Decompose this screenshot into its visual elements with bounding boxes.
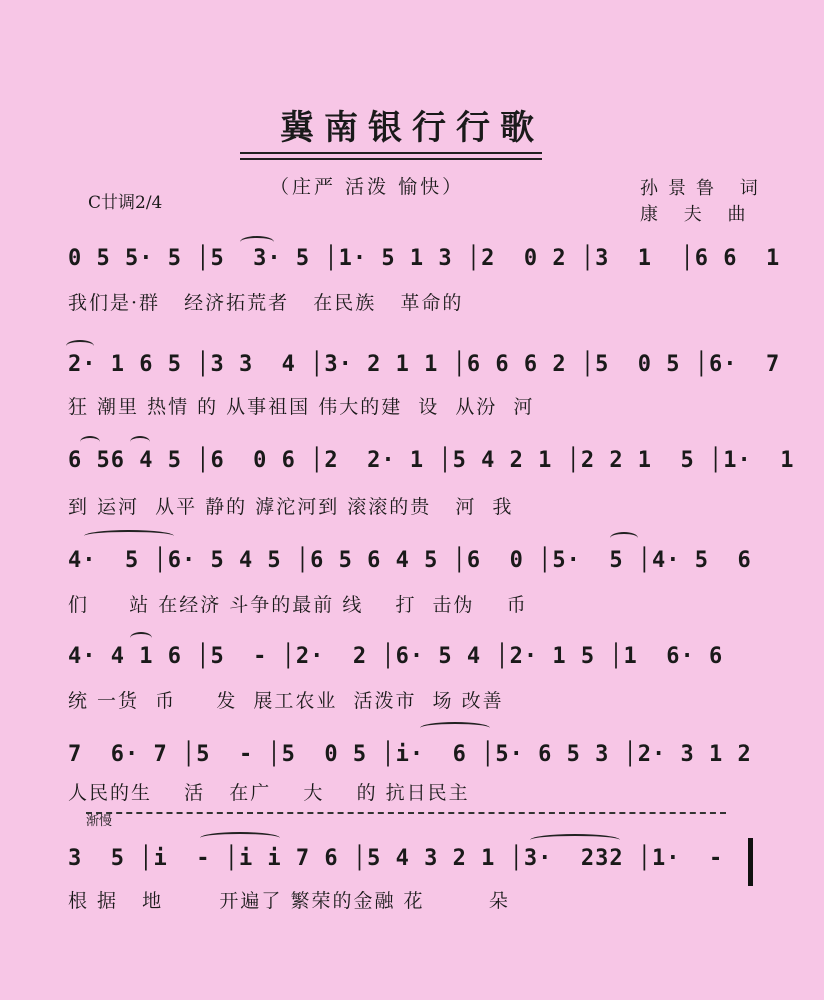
notation-line: 0 5 5· 5 │5 3· 5 │1· 5 1 3 │2 0 2 │3 1 │6 6 1 — [68, 246, 781, 271]
final-barline — [748, 838, 753, 886]
tempo-marking: （庄严 活泼 愉快） — [270, 176, 465, 198]
composer-credit: 康 夫 曲 — [640, 204, 756, 225]
notation-system-1 — [68, 246, 781, 286]
lyric-line: 们 站 在经济 斗争的最前 线 打 击伪 币 — [68, 594, 528, 616]
notation-system-2 — [68, 352, 781, 392]
notation-line: 4· 4 1 6 │5 - │2· 2 │6· 5 4 │2· 1 5 │1 6· 6 — [68, 644, 724, 669]
slur-mark — [66, 340, 94, 352]
notation-system-6 — [68, 742, 758, 782]
slur-mark — [200, 832, 280, 844]
notation-system-7 — [68, 846, 758, 886]
slur-mark — [610, 532, 638, 544]
slur-mark — [530, 834, 620, 846]
slur-mark — [130, 436, 150, 448]
lyric-line: 统 一货 币 发 展工农业 活泼市 场 改善 — [68, 690, 504, 712]
key-signature: C廿调2/4 — [88, 193, 163, 213]
notation-system-3 — [68, 448, 795, 488]
lyric-line: 人民的生 活 在广 大 的 抗日民主 — [68, 782, 470, 804]
slur-mark — [130, 632, 152, 644]
notation-line: 2· 1 6 5 │3 3 4 │3· 2 1 1 │6 6 6 2 │5 0 5 │6· 7 — [68, 352, 781, 377]
lyric-line: 狂 潮里 热情 的 从事祖国 伟大的建 设 从汾 河 — [68, 396, 535, 418]
title-underline — [240, 152, 542, 154]
slur-mark — [84, 530, 174, 542]
notation-line: 6 56 4 5 │6 0 6 │2 2· 1 │5 4 2 1 │2 2 1 5 │1· 1 — [68, 448, 795, 473]
slur-mark — [80, 436, 100, 448]
notation-line: 4· 5 │6· 5 4 5 │6 5 6 4 5 │6 0 │5· 5 │4· 5 6 — [68, 548, 752, 573]
lyricist-credit: 孙景鲁 词 — [640, 178, 768, 199]
ritardando-label: 渐慢 — [86, 814, 113, 829]
notation-system-4 — [68, 548, 758, 588]
lyric-line: 根 据 地 开遍了 繁荣的金融 花 朵 — [68, 890, 510, 912]
lyric-line: 我们是·群 经济拓荒者 在民族 革命的 — [68, 292, 464, 314]
slur-mark — [240, 236, 274, 248]
notation-line: 3 5 │i - │i i 7 6 │5 4 3 2 1 │3· 232 │1· - — [68, 846, 724, 871]
lyric-line: 到 运河 从平 静的 滹沱河到 滚滚的贵 河 我 — [68, 496, 514, 518]
title-underline-2 — [240, 158, 542, 160]
slur-mark — [420, 722, 490, 734]
notation-line: 7 6· 7 │5 - │5 0 5 │i· 6 │5· 6 5 3 │2· 3 1 2 — [68, 742, 752, 767]
ritardando-dashes — [86, 812, 726, 814]
notation-system-5 — [68, 644, 758, 684]
song-title: 冀南银行行歌 — [280, 108, 544, 148]
